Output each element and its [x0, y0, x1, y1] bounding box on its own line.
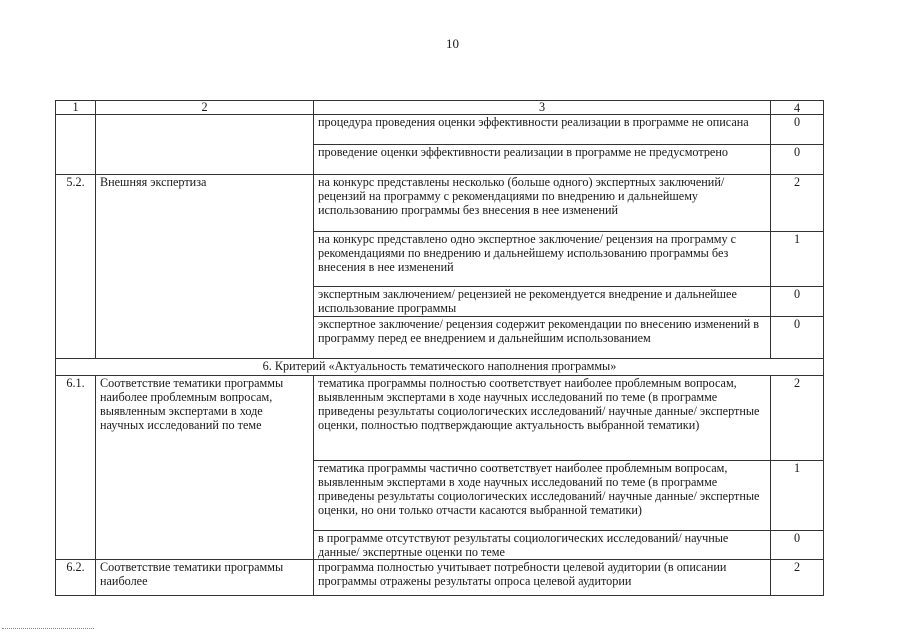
row-number: 6.1. — [56, 376, 96, 560]
header-col-1: 1 — [56, 101, 96, 115]
criterion-description: на конкурс представлено одно экспертное заключение/ рецензия на программу с рекомендациями по внедрению и дальнейшему использованию программы без внесения в нее изменений — [314, 232, 771, 287]
score: 2 — [771, 376, 824, 461]
score: 0 — [771, 145, 824, 175]
score: 1 — [771, 461, 824, 531]
criterion-description: процедура проведения оценки эффективности реализации в программе не описана — [314, 115, 771, 145]
header-col-2: 2 — [96, 101, 314, 115]
criterion-description: тематика программы полностью соответствует наиболее проблемным вопросам, выявленным экспертами в ходе научных исследований по теме (в программе приведены результаты социологических исследований/ научные данные/ экспертные оценки, полностью подтверждающие актуальность выбранной тематики) — [314, 376, 771, 461]
criterion-name: Внешняя экспертиза — [96, 175, 314, 359]
criteria-table — [55, 100, 824, 596]
page-number: 10 — [446, 36, 459, 51]
criterion-description: в программе отсутствуют результаты социологических исследований/ научные данные/ экспертные оценки по теме — [314, 531, 771, 560]
score: 0 — [771, 287, 824, 317]
table-row — [56, 175, 824, 232]
score: 0 — [771, 531, 824, 560]
criterion-name: Соответствие тематики программы наиболее проблемным вопросам, выявленным экспертами в ходе научных исследований по теме — [96, 376, 314, 560]
scan-edge-mark — [2, 628, 94, 629]
score: 2 — [771, 175, 824, 232]
section-title: 6. Критерий «Актуальность тематического наполнения программы» — [56, 359, 824, 376]
score: 0 — [771, 317, 824, 359]
criterion-description: экспертное заключение/ рецензия содержит рекомендации по внесению изменений в программу перед ее внедрением и дальнейшим использованием — [314, 317, 771, 359]
criterion-description: тематика программы частично соответствует наиболее проблемным вопросам, выявленным экспертами в ходе научных исследований по теме (в программе приведены результаты социологических исследований/ научные данные/ экспертные оценки, но они только отчасти касаются выбранной тематики) — [314, 461, 771, 531]
table-row — [56, 560, 824, 596]
row-number — [56, 115, 96, 175]
score: 1 — [771, 232, 824, 287]
table-row — [56, 115, 824, 145]
criterion-description: на конкурс представлены несколько (больше одного) экспертных заключений/ рецензий на программу с рекомендациями по внедрению и дальнейшему использованию программы без внесения в нее изменений — [314, 175, 771, 232]
row-number: 5.2. — [56, 175, 96, 359]
criterion-name: Соответствие тематики программы наиболее — [96, 560, 314, 596]
row-number: 6.2. — [56, 560, 96, 596]
score: 2 — [771, 560, 824, 596]
criterion-description: экспертным заключением/ рецензией не рекомендуется внедрение и дальнейшее использование программы — [314, 287, 771, 317]
header-col-3: 3 — [314, 101, 771, 115]
header-col-4: 4 — [771, 101, 824, 115]
table-header-row — [56, 101, 824, 115]
criterion-description: программа полностью учитывает потребности целевой аудитории (в описании программы отражены результаты опроса целевой аудитории — [314, 560, 771, 596]
criterion-description: проведение оценки эффективности реализации в программе не предусмотрено — [314, 145, 771, 175]
table-row — [56, 376, 824, 461]
score: 0 — [771, 115, 824, 145]
section-row — [56, 359, 824, 376]
criterion-name — [96, 115, 314, 175]
